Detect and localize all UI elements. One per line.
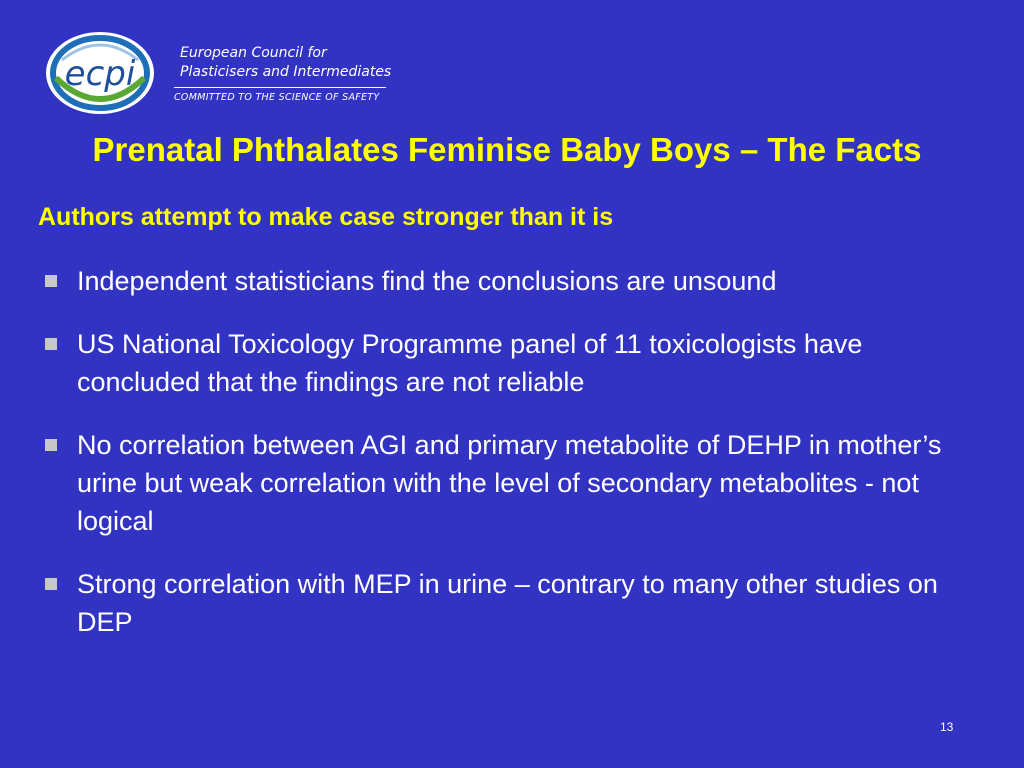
bullet-text: US National Toxicology Programme panel of 11 toxicologists have concluded that the findings are not reliable (77, 329, 863, 397)
bullet-item (42, 565, 992, 641)
bullet-text: Strong correlation with MEP in urine – contrary to many other studies on DEP (77, 569, 938, 637)
bullet-item (42, 262, 992, 300)
square-bullet-icon (45, 275, 57, 287)
organization-name-line2: Plasticisers and Intermediates (180, 64, 392, 80)
square-bullet-icon (45, 578, 57, 590)
ecpi-logo-icon (44, 30, 156, 116)
bullet-text: No correlation between AGI and primary metabolite of DEHP in mother’s urine but weak correlation with the level of secondary metabolites - not logical (77, 430, 942, 536)
slide-title: Prenatal Phthalates Feminise Baby Boys – The Facts (92, 131, 922, 168)
organization-name-line1: European Council for (180, 45, 327, 61)
bullet-item (42, 426, 992, 540)
square-bullet-icon (45, 338, 57, 350)
bullet-list (42, 262, 992, 666)
organization-tagline: COMMITTED TO THE SCIENCE OF SAFETY (174, 92, 380, 103)
organization-divider (174, 87, 386, 88)
slide-subtitle: Authors attempt to make case stronger than it is (38, 203, 614, 231)
ecpi-logo (44, 30, 156, 116)
organization-block (174, 44, 404, 103)
bullet-item (42, 325, 992, 401)
square-bullet-icon (45, 439, 57, 451)
bullet-text: Independent statisticians find the conclusions are unsound (77, 266, 777, 296)
logo-text: ecpi (64, 54, 136, 94)
page-number: 13 (940, 720, 954, 734)
